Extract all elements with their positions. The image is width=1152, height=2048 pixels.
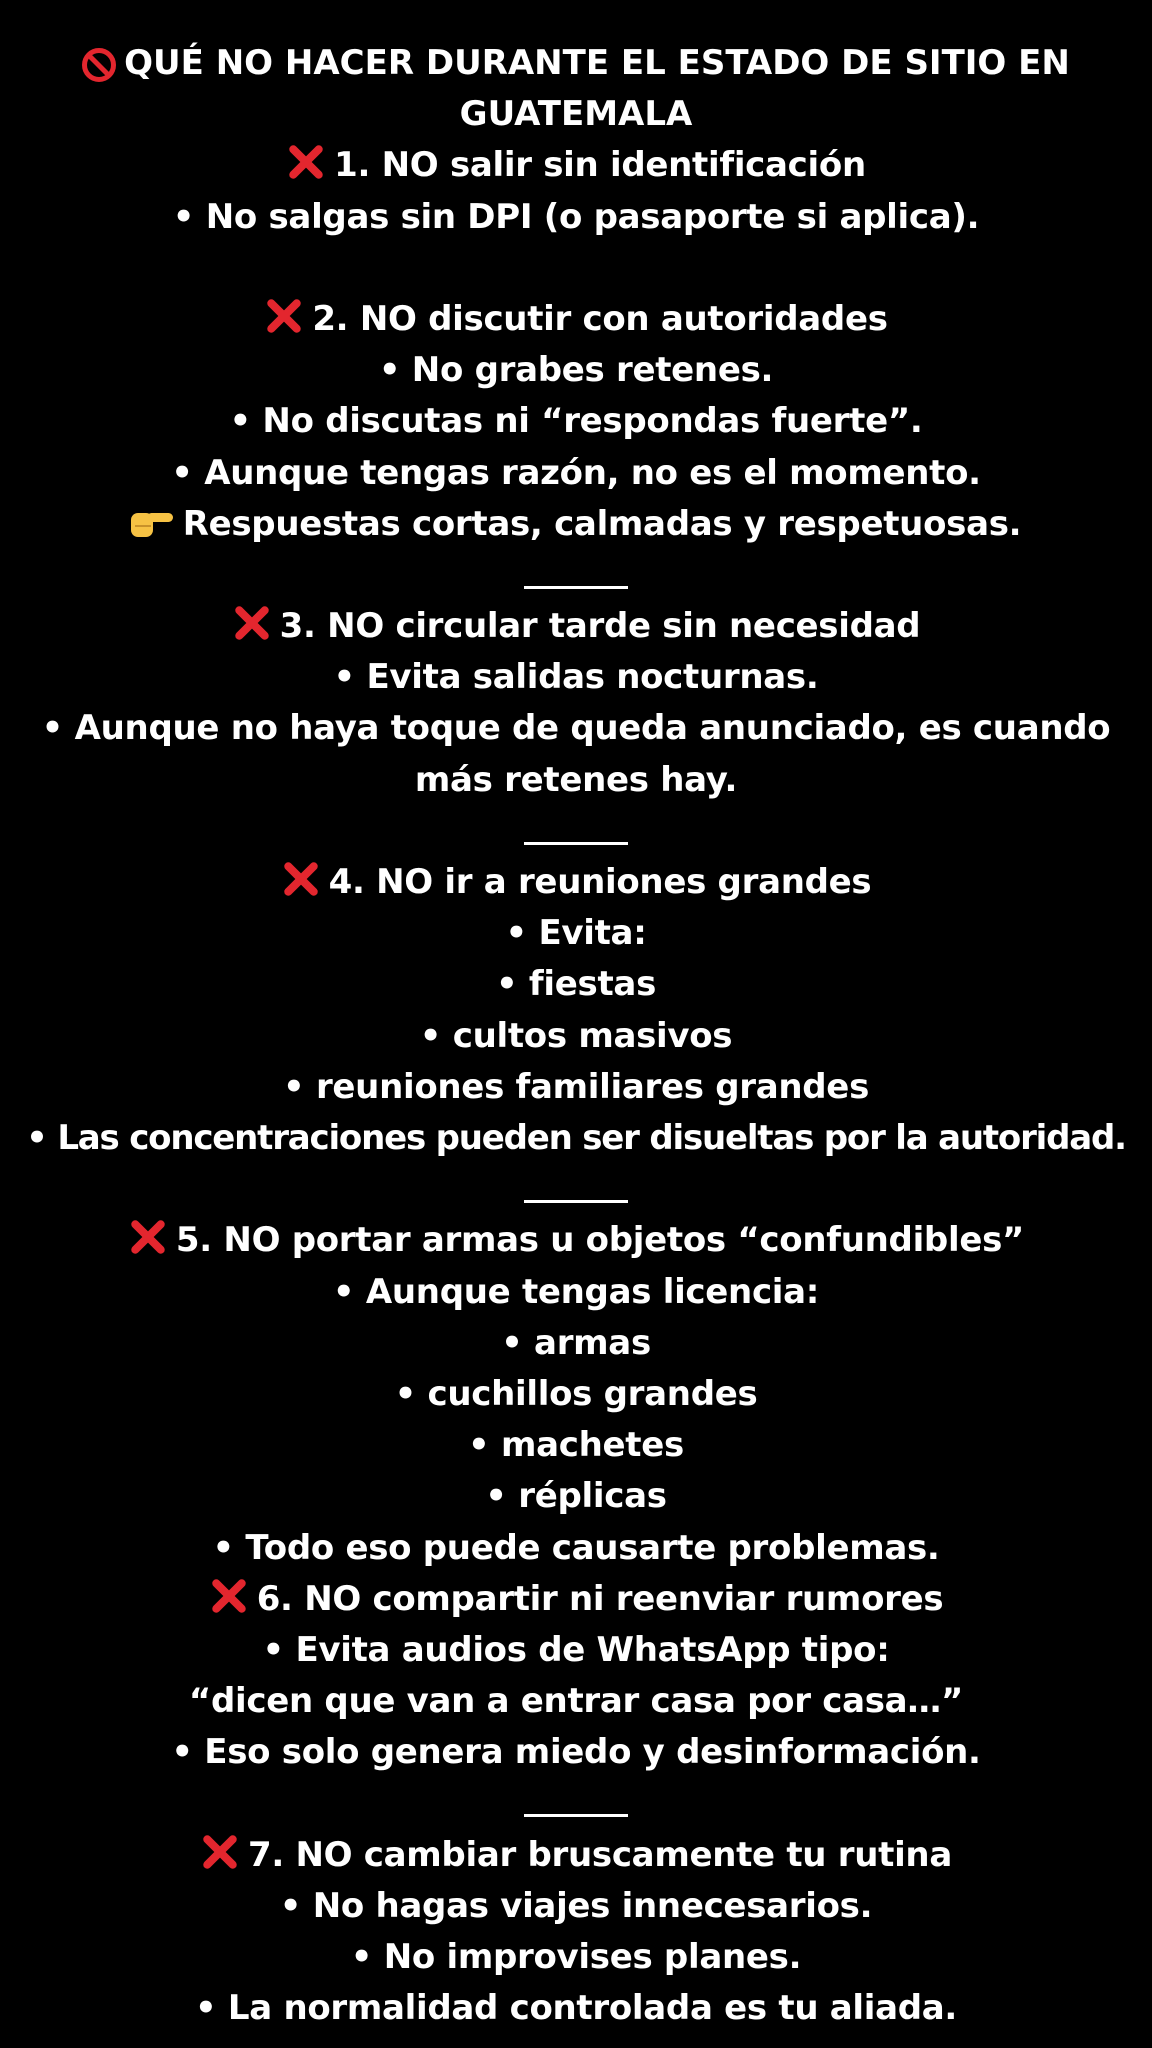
list-item: • reuniones familiares grandes xyxy=(282,1066,870,1107)
divider xyxy=(0,1778,1152,1829)
section-heading: 7. NO cambiar bruscamente tu rutina xyxy=(0,1830,1152,1881)
list-item: • armas xyxy=(501,1322,651,1363)
section-heading: 5. NO portar armas u objetos “confundibles” xyxy=(0,1215,1152,1266)
list-item: • Aunque tengas licencia: xyxy=(332,1271,820,1312)
cross-mark-icon xyxy=(281,859,321,899)
list-item: • Evita salidas nocturnas. xyxy=(333,657,819,698)
cross-mark-icon xyxy=(286,142,326,182)
list-item: • Eso solo genera miedo y desinformación. xyxy=(171,1732,981,1773)
list-item: • No salgas sin DPI (o pasaporte si aplica). xyxy=(172,196,980,237)
cross-mark-icon xyxy=(264,296,304,336)
tip-line: Respuestas cortas, calmadas y respetuosas. xyxy=(0,499,1152,550)
section-heading: 2. NO discutir con autoridades xyxy=(0,294,1152,345)
list-item: • machetes xyxy=(468,1425,684,1466)
list-item: • Las concentraciones pueden ser disueltas por la autoridad. xyxy=(26,1118,1126,1158)
list-item: • Evita: xyxy=(505,913,647,954)
list-item: “dicen que van a entrar casa por casa…” xyxy=(188,1681,964,1722)
spacer xyxy=(0,243,1152,294)
list-item: • Evita audios de WhatsApp tipo: xyxy=(262,1629,890,1670)
document-body xyxy=(0,38,1152,2034)
list-item: • La normalidad controlada es tu aliada. xyxy=(194,1988,958,2029)
cross-mark-icon xyxy=(209,1576,249,1616)
list-item: • No discutas ni “respondas fuerte”. xyxy=(229,401,923,442)
pointing-hand-icon xyxy=(131,509,173,539)
section-heading: 3. NO circular tarde sin necesidad xyxy=(0,601,1152,652)
cross-mark-icon xyxy=(128,1217,168,1257)
list-item: • cultos masivos xyxy=(419,1015,733,1056)
list-item: • Todo eso puede causarte problemas. xyxy=(212,1527,940,1568)
section-heading: 1. NO salir sin identificación xyxy=(0,140,1152,191)
cross-mark-icon xyxy=(200,1832,240,1872)
list-item: • No hagas viajes innecesarios. xyxy=(279,1885,873,1926)
page-title: QUÉ NO HACER DURANTE EL ESTADO DE SITIO EN GUATEMALA xyxy=(124,43,1070,135)
prohibited-icon xyxy=(82,48,116,82)
list-item: • Aunque no haya toque de queda anunciado, es cuando más retenes hay. xyxy=(41,708,1111,800)
divider xyxy=(0,550,1152,601)
section-heading: 6. NO compartir ni reenviar rumores xyxy=(0,1574,1152,1625)
list-item: • réplicas xyxy=(485,1476,667,1517)
list-item: • No grabes retenes. xyxy=(378,350,774,391)
section-heading: 4. NO ir a reuniones grandes xyxy=(0,857,1152,908)
divider xyxy=(0,1164,1152,1215)
page-title-row xyxy=(0,38,1152,140)
divider xyxy=(0,806,1152,857)
list-item: • No improvises planes. xyxy=(350,1937,802,1977)
list-item: • fiestas xyxy=(495,964,657,1005)
list-item: • Aunque tengas razón, no es el momento. xyxy=(171,452,981,493)
list-item: • cuchillos grandes xyxy=(394,1373,758,1414)
cross-mark-icon xyxy=(232,603,272,643)
